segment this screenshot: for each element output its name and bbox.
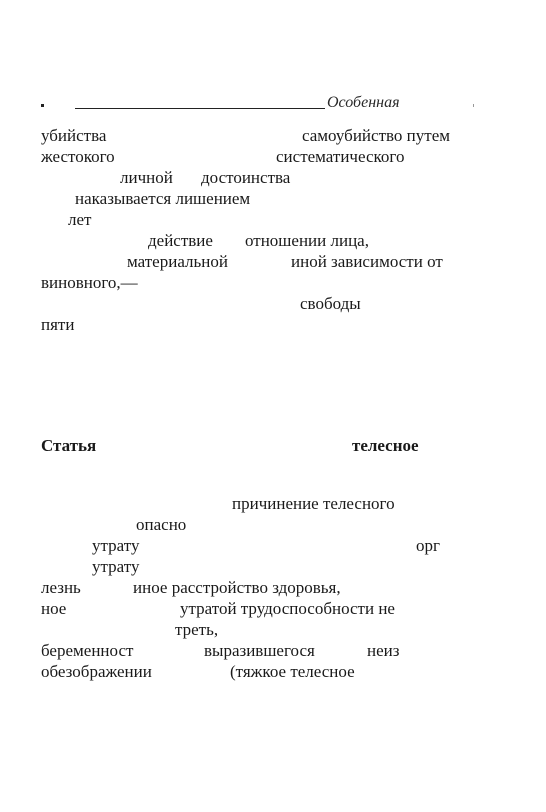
header-dot [41, 104, 44, 107]
text-fragment: беременност [41, 641, 134, 660]
text-fragment: жестокого [41, 147, 115, 166]
text-fragment: материальной [127, 252, 228, 271]
text-fragment: утрату [92, 536, 140, 555]
text-fragment: систематического [276, 147, 405, 166]
text-fragment: лезнь [41, 578, 81, 597]
article-heading: Статья [41, 436, 97, 455]
text-fragment: иное расстройство здоровья, [133, 578, 341, 597]
text-fragment: виновного,— [41, 273, 138, 292]
text-fragment: выразившегося [204, 641, 315, 660]
text-fragment: отношении лица, [245, 231, 369, 250]
text-fragment: причинение телесного [232, 494, 395, 513]
article-heading-title: телесное [352, 436, 419, 455]
running-title: Особенная [327, 94, 400, 111]
text-fragment: самоубийство путем [302, 126, 450, 145]
text-fragment: обезображении [41, 662, 152, 681]
text-fragment: достоинства [201, 168, 291, 187]
text-fragment: утратой трудоспособности не [180, 599, 395, 618]
text-fragment: личной [120, 168, 173, 187]
text-fragment: (тяжкое телесное [230, 662, 355, 681]
text-fragment: действие [148, 231, 213, 250]
text-fragment: убийства [41, 126, 107, 145]
text-fragment: лет [68, 210, 92, 229]
text-fragment: иной зависимости от [291, 252, 443, 271]
text-fragment: утрату [92, 557, 140, 576]
text-fragment: неиз [367, 641, 400, 660]
text-fragment: наказывается лишением [75, 189, 251, 208]
header-rule [75, 108, 325, 109]
text-fragment: орг [416, 536, 440, 555]
text-fragment: свободы [300, 294, 361, 313]
text-fragment: ное [41, 599, 67, 618]
text-fragment: пяти [41, 315, 75, 334]
header-speck [473, 104, 474, 107]
text-fragment: треть, [175, 620, 219, 639]
text-fragment: опасно [136, 515, 187, 534]
